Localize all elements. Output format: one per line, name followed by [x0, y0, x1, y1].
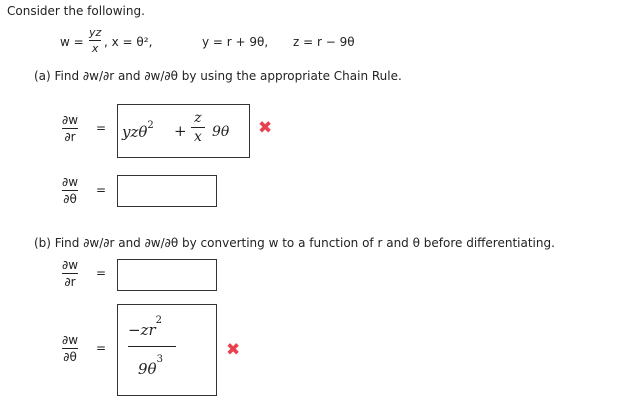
a-dwdtheta-den: ∂θ — [63, 192, 77, 206]
w-label: w = — [60, 35, 84, 49]
prompt-text: Consider the following. — [7, 4, 145, 18]
a-dwdr-equals: = — [96, 121, 107, 135]
red-x-icon: ✖ — [226, 340, 241, 360]
y-definition: y = r + 9θ, — [202, 35, 269, 49]
a-dwdtheta-equals: = — [96, 183, 107, 197]
answer-fraction — [191, 110, 205, 145]
fraction-bar — [62, 273, 78, 274]
red-x-icon: ✖ — [258, 118, 273, 138]
fraction-bar — [191, 127, 205, 128]
a-dwdtheta-num: ∂w — [62, 175, 79, 189]
fraction-bar — [62, 128, 78, 129]
b-dwdr-equals: = — [96, 266, 107, 280]
fraction-bar — [89, 40, 101, 41]
b-dwdr-num: ∂w — [62, 258, 79, 272]
b-dwdtheta-answer-box[interactable] — [117, 304, 217, 396]
fraction-bar — [128, 346, 176, 347]
b-dwdtheta-num: ∂w — [62, 333, 79, 347]
fraction-bar — [62, 348, 78, 349]
a-dwdtheta-label — [62, 175, 78, 206]
a-dwdtheta-answer-box[interactable] — [117, 175, 217, 207]
a-dwdr-label — [62, 113, 78, 144]
part-b-instruction: (b) Find ∂w/∂r and ∂w/∂θ by converting w to a function of r and θ before differentiating. — [34, 236, 555, 250]
answer-numerator: $-zr^2$ — [128, 315, 163, 339]
part-a-instruction: (a) Find ∂w/∂r and ∂w/∂θ by using the appropriate Chain Rule. — [34, 69, 402, 83]
z-definition: z = r − 9θ — [293, 35, 355, 49]
answer-frac-den: x — [194, 129, 202, 145]
a-dwdr-answer-box[interactable] — [117, 104, 250, 158]
x-definition: , x = θ², — [104, 35, 153, 49]
b-dwdtheta-equals: = — [96, 341, 107, 355]
fraction-bar — [62, 190, 78, 191]
a-dwdr-num: ∂w — [62, 113, 79, 127]
b-dwdr-answer-box[interactable] — [117, 259, 217, 291]
answer-term1: yzθ$^2$ — [122, 120, 154, 141]
b-dwdr-label — [62, 258, 78, 289]
answer-plus: + — [174, 122, 187, 140]
b-dwdtheta-label — [62, 333, 78, 364]
answer-denominator: $9\theta^3$ — [138, 354, 163, 378]
b-dwdr-den: ∂r — [64, 275, 76, 289]
w-numerator: yz — [89, 26, 102, 39]
w-denominator: x — [91, 42, 99, 55]
w-fraction — [89, 26, 101, 55]
answer-frac-num: z — [194, 110, 202, 126]
a-dwdr-den: ∂r — [64, 130, 76, 144]
b-dwdtheta-den: ∂θ — [63, 350, 77, 364]
answer-tail: 9θ — [212, 124, 230, 140]
